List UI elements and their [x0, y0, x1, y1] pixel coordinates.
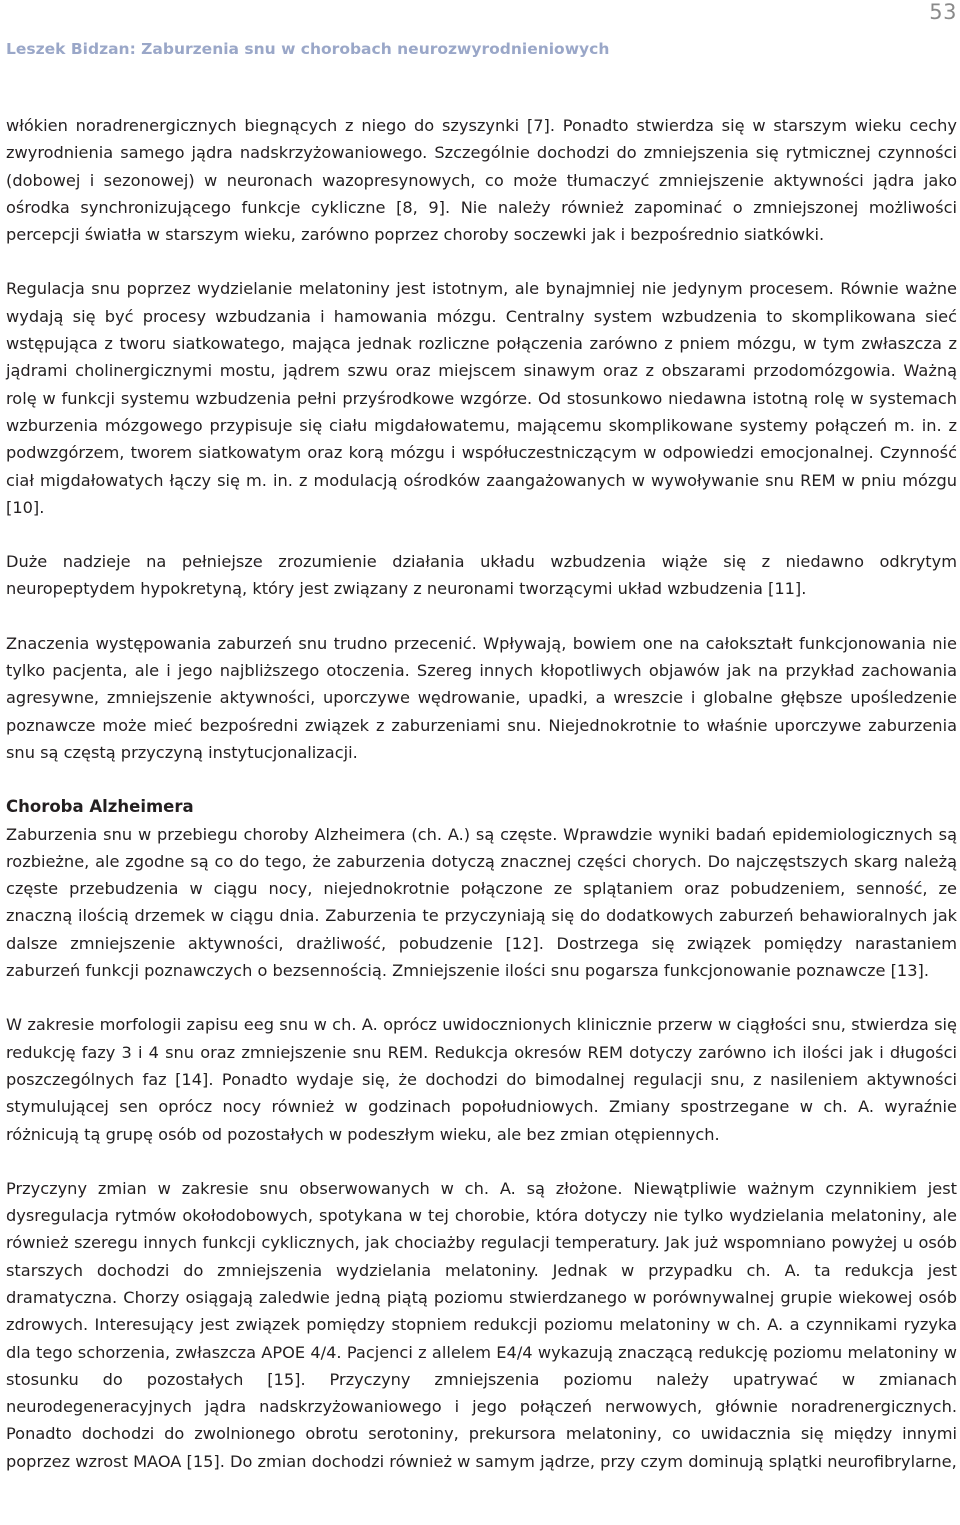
paragraph-6: W zakresie morfologii zapisu eeg snu w ch. A. oprócz uwidocznionych klinicznie przerw w ciągłości snu, stwierdza się redukcję fazy 3 i 4 snu oraz zmniejszenie snu REM. Redukcja okresów REM dotyczy zarówno ich ilości jak i długości poszczególnych faz [14]. Ponadto wydaje się, że dochodzi do bimodalnej regulacji snu, z nasileniem aktywności stymulującej sen oprócz nocy również w godzinach popołudniowych. Zmiany spostrzegane w ch. A. wyraźnie różnicują tą grupę osób od pozostałych w podeszłym wieku, ale bez zmian otępiennych.	[6, 1015, 957, 1144]
paragraph-4: Znaczenia występowania zaburzeń snu trudno przecenić. Wpływają, bowiem one na całokształt funkcjonowania nie tylko pacjenta, ale i jego najbliższego otoczenia. Szereg innych kłopotliwych objawów jak na przykład zachowania agresywne, zmniejszenie aktywności, uporczywe wędrowanie, upadki, a wreszcie i globalne głębsze upośledzenie poznawcze może mieć bezpośredni związek z zaburzeniami snu. Niejednokrotnie to właśnie uporczywe zaburzenia snu są częstą przyczyną instytucjonalizacji.	[6, 633, 957, 762]
paragraph-2: Regulacja snu poprzez wydzielanie melatoniny jest istotnym, ale bynajmniej nie jedynym procesem. Równie ważne wydają się być procesy wzbudzania i hamowania mózgu. Centralny system wzbudzenia to skomplikowana sieć wstępująca z tworu siatkowatego, mająca jednak rozliczne połączenia zarówno z pniem mózgu, w tym zwłaszcza z jądrami cholinergicznymi mostu, jądrem szwu oraz miejscem sinawym oraz z obszarami przodomózgowia. Ważną rolę w funkcji systemu wzbudzenia pełni przyśrodkowe wzgórze. Od stosunkowo niedawna istotną rolę w systemach wzburzenia mózgowego przypisuje się ciału migdałowatemu, mającemu skomplikowane systemy połączeń m. in. z podwzgórzem, tworem siatkowatym oraz korą mózgu i współuczestniczącym w odpowiedzi emocjonalnej. Czynność ciał migdałowatych łączy się m. in. z modulacją ośrodków zaangażowanych w wywoływanie snu REM w pniu mózgu [10].	[6, 279, 957, 517]
article-body	[6, 112, 957, 1475]
paragraph-1: włókien noradrenergicznych biegnących z niego do szyszynki [7]. Ponadto stwierdza się w starszym wieku cechy zwyrodnienia samego jądra nadskrzyżowaniowego. Szczególnie dochodzi do zmniejszenia się rytmicznej czynności (dobowej i sezonowej) w neuronach wazopresynowych, co może tłumaczyć zmniejszenie aktywności jądra jako ośrodka synchronizującego funkcje cykliczne [8, 9]. Nie należy również zapominać o zmniejszonej możliwości percepcji światła w starszym wieku, zarówno poprzez choroby soczewki jak i bezpośrednio siatkówki.	[6, 116, 957, 245]
running-header: Leszek Bidzan: Zaburzenia snu w chorobach neurozwyrodnieniowych	[6, 40, 610, 58]
page-number: 53	[929, 0, 957, 24]
section-heading: Choroba Alzheimera	[6, 797, 194, 817]
paragraph-3: Duże nadzieje na pełniejsze zrozumienie działania układu wzbudzenia wiąże się z niedawno odkrytym neuropeptydem hypokretyną, który jest związany z neuronami tworzącymi układ wzbudzenia [11].	[6, 552, 957, 599]
paragraph-5: Zaburzenia snu w przebiegu choroby Alzheimera (ch. A.) są częste. Wprawdzie wyniki badań epidemiologicznych są rozbieżne, ale zgodne są co do tego, że zaburzenia dotyczą znacznej części chorych. Do najczęstszych skarg należą częste przebudzenia w ciągu nocy, niejednokrotnie połączone ze splątaniem oraz pobudzeniem, senność, ze znaczną ilością drzemek w ciągu dnia. Zaburzenia te przyczyniają się do dodatkowych zaburzeń behawioralnych jak dalsze zmniejszenie aktywności, drażliwość, pobudzenie [12]. Dostrzega się związek pomiędzy narastaniem zaburzeń funkcji poznawczych o bezsennością. Zmniejszenie ilości snu pogarsza funkcjonowanie poznawcze [13].	[6, 824, 957, 981]
paragraph-7: Przyczyny zmian w zakresie snu obserwowanych w ch. A. są złożone. Niewątpliwie ważnym czynnikiem jest dysregulacja rytmów okołodobowych, spotykana w tej chorobie, która dotyczy nie tylko wydzielania melatoniny, ale również szeregu innych funkcji cyklicznych, jak chociażby regulacji temperatury. Jak już wspomniano powyżej u osób starszych dochodzi do zmniejszenia wydzielania melatoniny. Jednak w przypadku ch. A. ta redukcja jest dramatyczna. Chorzy osiągają zaledwie jedną piątą poziomu stwierdzanego w porównywalnej grupie wiekowej osób zdrowych. Interesujący jest związek pomiędzy stopniem redukcji poziomu melatoniny w ch. A. a czynnikami ryzyka dla tego schorzenia, zwłaszcza APOE 4/4. Pacjenci z allelem E4/4 wykazują znaczącą redukcję poziomu melatoniny w stosunku do pozostałych [15]. Przyczyny zmniejszenia poziomu należy upatrywać w zmianach neurodegeneracyjnych jądra nadskrzyżowaniowego i jego połączeń nerwowych, głównie noradrenergicznych. Ponadto dochodzi do zwolnionego obrotu serotoniny, prekursora melatoniny, co uwidacznia się między innymi poprzez wzrost MAOA [15]. Do zmian dochodzi również w samym jądrze, przy czym dominują splątki neurofibrylarne,	[6, 1178, 957, 1471]
